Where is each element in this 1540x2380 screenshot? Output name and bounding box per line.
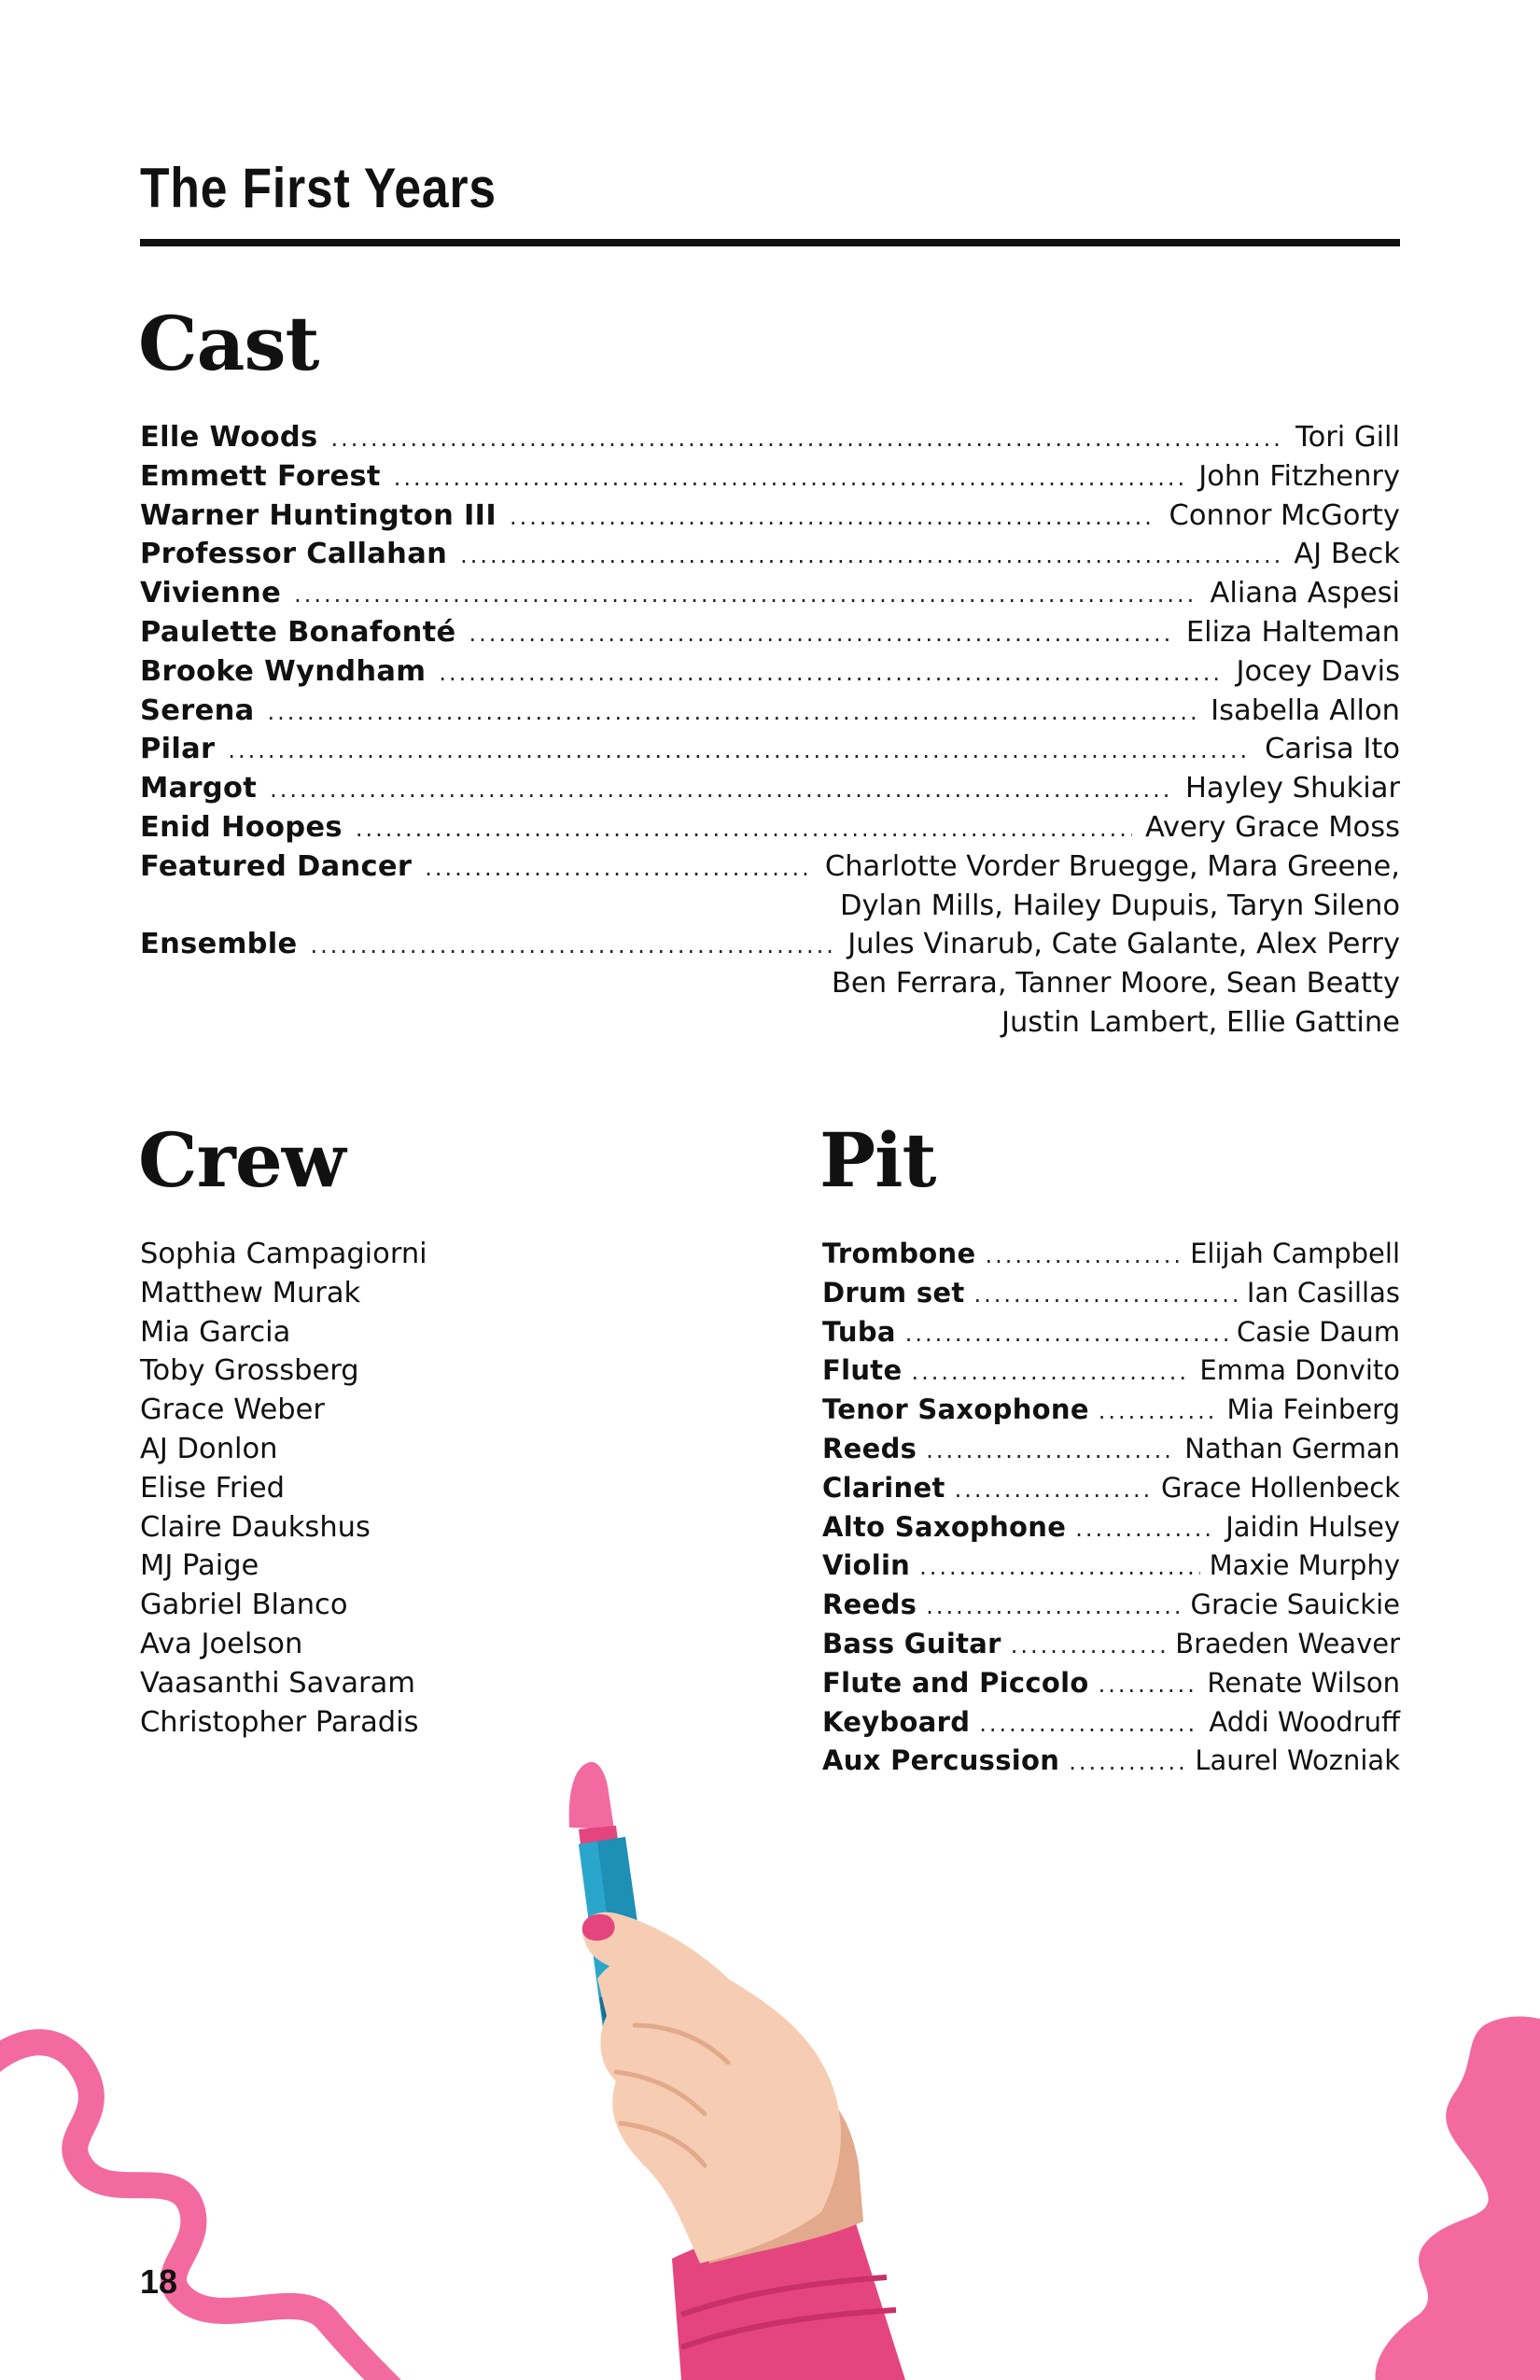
dot-leader: [425, 857, 812, 879]
pit-instrument: Flute and Piccolo: [822, 1666, 1089, 1699]
dot-leader: [955, 1478, 1152, 1501]
pit-row: [822, 1628, 1400, 1667]
pit-instrument: Violin: [822, 1549, 911, 1582]
dot-leader: [356, 818, 1132, 840]
pit-instrument: Tuba: [822, 1315, 896, 1348]
cast-actor-continued: Justin Lambert, Ellie Gattine: [1001, 1005, 1400, 1039]
title-rule: [140, 239, 1400, 246]
cast-row: [140, 928, 1400, 967]
dot-leader: [439, 662, 1223, 684]
pit-musician: Grace Hollenbeck: [1160, 1471, 1400, 1504]
pit-musician: Emma Donvito: [1199, 1354, 1400, 1387]
crew-member: AJ Donlon: [140, 1432, 278, 1465]
pit-instrument: Alto Saxophone: [822, 1510, 1067, 1543]
cast-actor: Avery Grace Moss: [1144, 810, 1400, 844]
crew-member: Elise Fried: [140, 1471, 286, 1505]
cast-row: [140, 694, 1400, 734]
dot-leader: [1069, 1751, 1185, 1773]
crew-member: Ava Joelson: [140, 1627, 303, 1660]
hand-lipstick-icon: [541, 1755, 933, 2380]
pit-musician: Jaidin Hulsey: [1225, 1510, 1400, 1543]
cast-role: Paulette Bonafonté: [140, 615, 456, 649]
cast-actor: Jules Vinarub, Cate Galante, Alex Perry: [847, 928, 1400, 961]
pit-instrument: Bass Guitar: [822, 1627, 1001, 1659]
dot-leader: [911, 1361, 1190, 1383]
pit-row: [822, 1277, 1400, 1316]
pit-row: [822, 1589, 1400, 1628]
pit-musician: Maxie Murphy: [1209, 1549, 1400, 1582]
cast-row: [140, 421, 1400, 460]
dot-leader: [394, 467, 1185, 489]
pit-musician: Addi Woodruff: [1209, 1705, 1400, 1738]
cast-row: [140, 772, 1400, 811]
dot-leader: [905, 1323, 1227, 1345]
cast-row: [140, 616, 1400, 655]
cast-actor: Carisa Ito: [1265, 733, 1400, 766]
dot-leader: [974, 1283, 1238, 1306]
crew-member: MJ Paige: [140, 1549, 259, 1583]
pit-musician: Casie Daum: [1237, 1315, 1400, 1348]
cast-row: [140, 655, 1400, 694]
pit-heading: Pit: [819, 1116, 936, 1204]
pink-squiggle-icon: [0, 2007, 448, 2380]
crew-member: Matthew Murak: [140, 1276, 361, 1309]
crew-member: Vaasanthi Savaram: [140, 1666, 415, 1700]
pit-row: [822, 1354, 1400, 1393]
page-title: The First Years: [140, 157, 497, 219]
pit-row: [822, 1238, 1400, 1277]
pit-musician: Elijah Campbell: [1190, 1238, 1400, 1269]
crew-heading: Crew: [138, 1116, 345, 1204]
pit-row: [822, 1316, 1400, 1355]
cast-role: Vivienne: [140, 577, 282, 610]
cast-role: Professor Callahan: [140, 538, 448, 571]
cast-row: [140, 499, 1400, 539]
cast-row: [140, 850, 1400, 889]
pit-row: [822, 1549, 1400, 1589]
dot-leader: [331, 427, 1283, 450]
cast-row: [140, 811, 1400, 850]
cast-role: Pilar: [140, 733, 216, 766]
cast-role: Margot: [140, 772, 258, 805]
dot-leader: [985, 1244, 1181, 1267]
dot-leader: [919, 1556, 1200, 1578]
pit-musician: Nathan German: [1184, 1432, 1400, 1464]
pit-instrument: Aux Percussion: [822, 1744, 1060, 1777]
crew-member: Christopher Paradis: [140, 1705, 419, 1739]
cast-actor: Isabella Allon: [1211, 693, 1400, 727]
page-number: 18: [140, 2262, 178, 2301]
cast-actor: Connor McGorty: [1169, 498, 1400, 532]
pit-list: [822, 1238, 1400, 1784]
dot-leader: [228, 739, 1252, 762]
dot-leader: [926, 1595, 1181, 1617]
cast-role: Ensemble: [140, 928, 298, 961]
cast-actor: Aliana Aspesi: [1210, 577, 1400, 610]
pink-blob-icon: [1344, 2007, 1540, 2380]
cast-actor: Charlotte Vorder Bruegge, Mara Greene,: [824, 849, 1400, 883]
cast-actor-continued: Dylan Mills, Hailey Dupuis, Taryn Sileno: [839, 889, 1400, 922]
crew-member: Sophia Campagiorni: [140, 1238, 427, 1270]
pit-musician: Ian Casillas: [1246, 1276, 1400, 1309]
crew-member: Mia Garcia: [140, 1315, 291, 1349]
cast-role: Emmett Forest: [140, 459, 381, 493]
pit-row: [822, 1511, 1400, 1550]
dot-leader: [979, 1713, 1199, 1735]
dot-leader: [510, 506, 1156, 528]
cast-actor: Hayley Shukiar: [1184, 772, 1400, 805]
dot-leader: [469, 623, 1173, 645]
cast-row: [140, 538, 1400, 577]
pit-instrument: Reeds: [822, 1589, 917, 1621]
cast-role: Featured Dancer: [140, 849, 413, 883]
cast-role: Warner Huntington III: [140, 498, 497, 532]
cast-actor: Tori Gill: [1295, 421, 1400, 454]
pit-row: [822, 1706, 1400, 1745]
crew-member: Toby Grossberg: [140, 1354, 359, 1388]
crew-member: Grace Weber: [140, 1393, 325, 1427]
pit-instrument: Clarinet: [822, 1471, 945, 1504]
pit-musician: Laurel Wozniak: [1195, 1744, 1400, 1777]
dot-leader: [926, 1439, 1175, 1462]
pit-musician: Braeden Weaver: [1175, 1627, 1400, 1659]
pit-instrument: Reeds: [822, 1432, 917, 1464]
pit-instrument: Flute: [822, 1354, 903, 1387]
dot-leader: [270, 778, 1172, 801]
pit-row: [822, 1667, 1400, 1706]
dot-leader: [1011, 1634, 1166, 1657]
dot-leader: [460, 544, 1281, 567]
dot-leader: [1099, 1400, 1218, 1422]
pit-instrument: Tenor Saxophone: [822, 1393, 1089, 1426]
pit-musician: Gracie Sauickie: [1190, 1589, 1400, 1621]
pit-row: [822, 1433, 1400, 1472]
crew-list: [140, 1238, 700, 1744]
cast-role: Enid Hoopes: [140, 810, 343, 844]
cast-role: Serena: [140, 693, 255, 727]
dot-leader: [294, 583, 1197, 606]
pit-instrument: Drum set: [822, 1276, 965, 1309]
dot-leader: [267, 701, 1197, 723]
cast-actor-continued: Ben Ferrara, Tanner Moore, Sean Beatty: [832, 967, 1400, 1001]
pit-instrument: Keyboard: [822, 1705, 971, 1738]
cast-actor: Eliza Halteman: [1185, 615, 1400, 649]
cast-row: [140, 460, 1400, 499]
pit-musician: Mia Feinberg: [1226, 1393, 1400, 1426]
cast-row: [140, 733, 1400, 772]
crew-member: Claire Daukshus: [140, 1510, 371, 1544]
cast-list: [140, 421, 1400, 1045]
cast-actor: John Fitzhenry: [1198, 459, 1400, 493]
cast-role: Elle Woods: [140, 421, 318, 454]
cast-actor: Jocey Davis: [1236, 654, 1400, 688]
pit-musician: Renate Wilson: [1207, 1666, 1400, 1699]
cast-heading: Cast: [138, 300, 319, 387]
pit-row: [822, 1472, 1400, 1511]
pit-row: [822, 1393, 1400, 1433]
dot-leader: [311, 934, 835, 957]
dot-leader: [1099, 1673, 1198, 1696]
cast-role: Brooke Wyndham: [140, 654, 427, 688]
cast-actor: AJ Beck: [1294, 538, 1400, 571]
pit-instrument: Trombone: [822, 1238, 976, 1269]
cast-row: [140, 577, 1400, 616]
crew-member: Gabriel Blanco: [140, 1589, 348, 1622]
dot-leader: [1075, 1518, 1216, 1540]
